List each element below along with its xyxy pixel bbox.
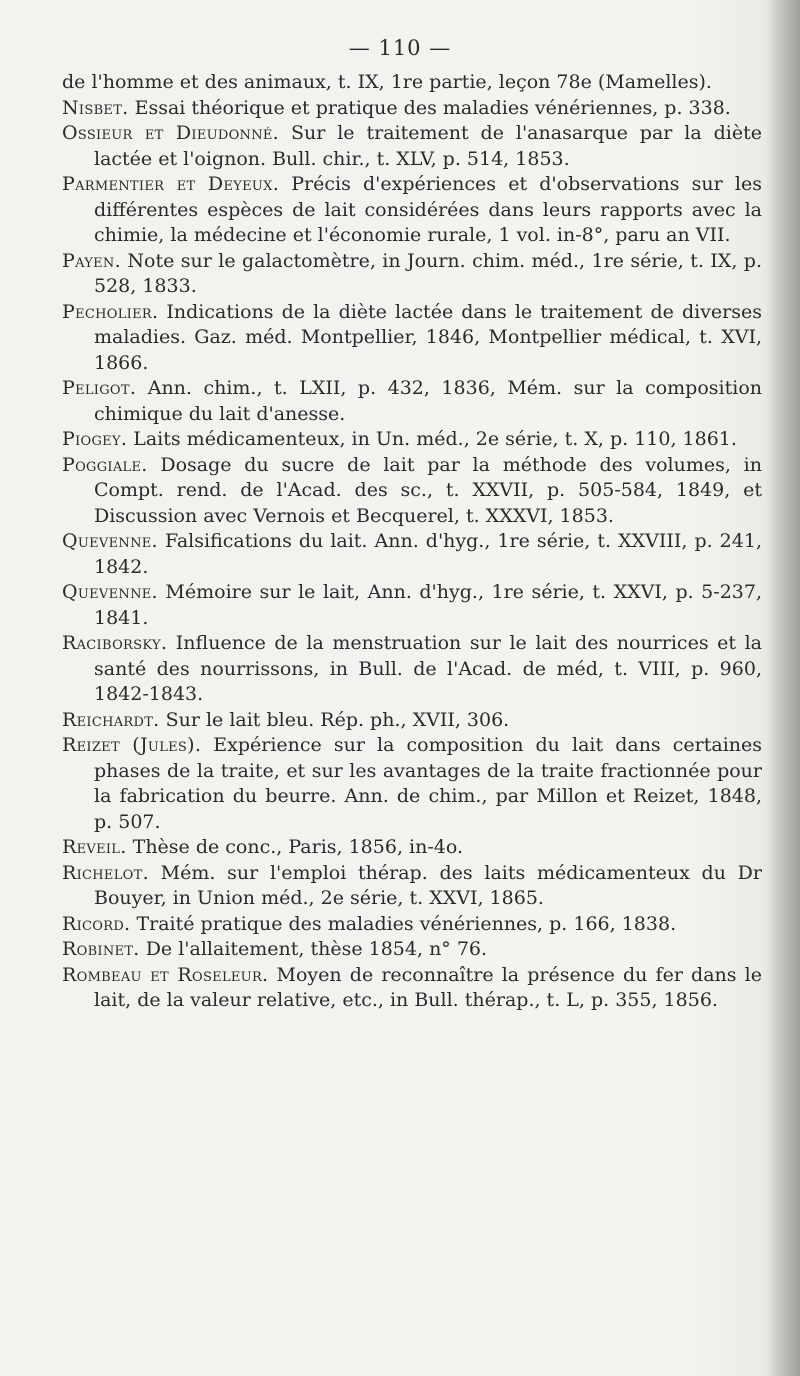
bibliography-entry [62,300,762,377]
page-number-header: — 110 — [348,36,452,60]
entry-author: Ricord. [62,912,131,935]
entry-author: Reveil. [62,836,127,858]
entry-text: Traité pratique des maladies vénériennes, p. 166, 1838. [136,912,677,935]
bibliography-entry [62,963,762,1014]
bibliography-entry [62,172,762,249]
entry-author: Parmentier et Deyeux. [62,173,280,195]
entry-text: Sur le traitement de l'anasarque par la diète lactée et l'oignon. Bull. chir., t. XLV, p. 514, 1853. [94,122,763,170]
entry-author: Reichardt. [62,708,160,731]
entry-text: Influence de la menstruation sur le lait des nourrices et la santé des nourrissons, in Bull. de l'Acad. de méd, t. VIII, p. 960, 1842-1843. [94,632,762,705]
bibliography-entry [62,376,762,427]
entry-text: Laits médicamenteux, in Un. méd., 2e série, t. X, p. 110, 1861. [133,428,737,450]
entry-author: Rombeau et Roseleur. [62,963,269,986]
bibliography-entry [62,453,762,530]
entry-text: Dosage du sucre de lait par la méthode des volumes, in Compt. rend. de l'Acad. des sc., t. XXVII, p. 505-584, 1849, et Discussion avec Vernois et Becquerel, t. XXXVI, 1853. [94,453,762,527]
entry-author: Robinet. [62,938,140,960]
page-edge-shadow [766,0,800,1376]
bibliography-entry [62,835,762,861]
bibliography-entry [62,631,762,708]
entry-author: Quevenne. [62,581,158,603]
bibliography-entry [62,70,762,96]
entry-text: de l'homme et des animaux, t. IX, 1re partie, leçon 78e (Mamelles). [62,71,712,93]
entry-text: Mém. sur l'emploi thérap. des laits médicamenteux du Dr Bouyer, in Union méd., 2e série, t. XXVI, 1865. [94,861,762,909]
entry-author: Quevenne. [62,530,158,552]
bibliography-entry [62,96,762,122]
entry-author: Richelot. [62,861,149,884]
bibliography-entry [62,733,762,835]
bibliography-entry [62,861,762,912]
entry-author: Piogey. [62,428,128,450]
entry-author: Nisbet. [62,96,129,119]
entry-author: Raciborsky. [62,632,168,654]
bibliography-entry [62,937,762,963]
entry-author: Reizet (Jules). [62,734,202,756]
entry-author: Poggiale. [62,453,148,476]
entry-text: Falsifications du lait. Ann. d'hyg., 1re série, t. XXVIII, p. 241, 1842. [94,530,762,578]
entry-author: Peligot. [62,377,137,399]
bibliography-list [62,70,762,1014]
entry-text: Note sur le galactomètre, in Journ. chim. méd., 1re série, t. IX, p. 528, 1833. [94,249,762,297]
entry-text: Moyen de reconnaître la présence du fer dans le lait, de la valeur relative, etc., in Bull. thérap., t. L, p. 355, 1856. [94,963,762,1011]
bibliography-entry [62,912,762,938]
entry-text: Mémoire sur le lait, Ann. d'hyg., 1re série, t. XXVI, p. 5-237, 1841. [94,581,762,629]
bibliography-entry [62,708,762,734]
bibliography-entry [62,529,762,580]
entry-text: Précis d'expériences et d'observations sur les différentes espèces de lait considérées dans leurs rapports avec la chimie, la médecine et l'économie rurale, 1 vol. in-8°, paru an VII. [94,173,762,246]
bibliography-entry [62,427,762,453]
bibliography-entry [62,121,762,172]
bibliography-entry [62,580,762,631]
entry-text: De l'allaitement, thèse 1854, n° 76. [145,938,488,960]
entry-author: Ossieur et Dieudonné. [62,122,280,144]
entry-text: Expérience sur la composition du lait dans certaines phases de la traite, et sur les avantages de la traite fractionnée pour la fabrication du beurre. Ann. de chim., par Millon et Reizet, 1848, p. 507. [94,734,762,833]
entry-text: Thèse de conc., Paris, 1856, in-4o. [132,836,463,858]
entry-text: Essai théorique et pratique des maladies vénériennes, p. 338. [134,96,731,119]
entry-text: Sur le lait bleu. Rép. ph., XVII, 306. [165,708,510,731]
entry-text: Ann. chim., t. LXII, p. 432, 1836, Mém. sur la composition chimique du lait d'anesse. [94,377,762,425]
entry-author: Payen. [62,249,121,272]
entry-text: Indications de la diète lactée dans le traitement de diverses maladies. Gaz. méd. Montpellier, 1846, Montpellier médical, t. XVI, 1866. [94,300,762,374]
entry-author: Pecholier. [62,300,159,323]
bibliography-entry [62,249,762,300]
